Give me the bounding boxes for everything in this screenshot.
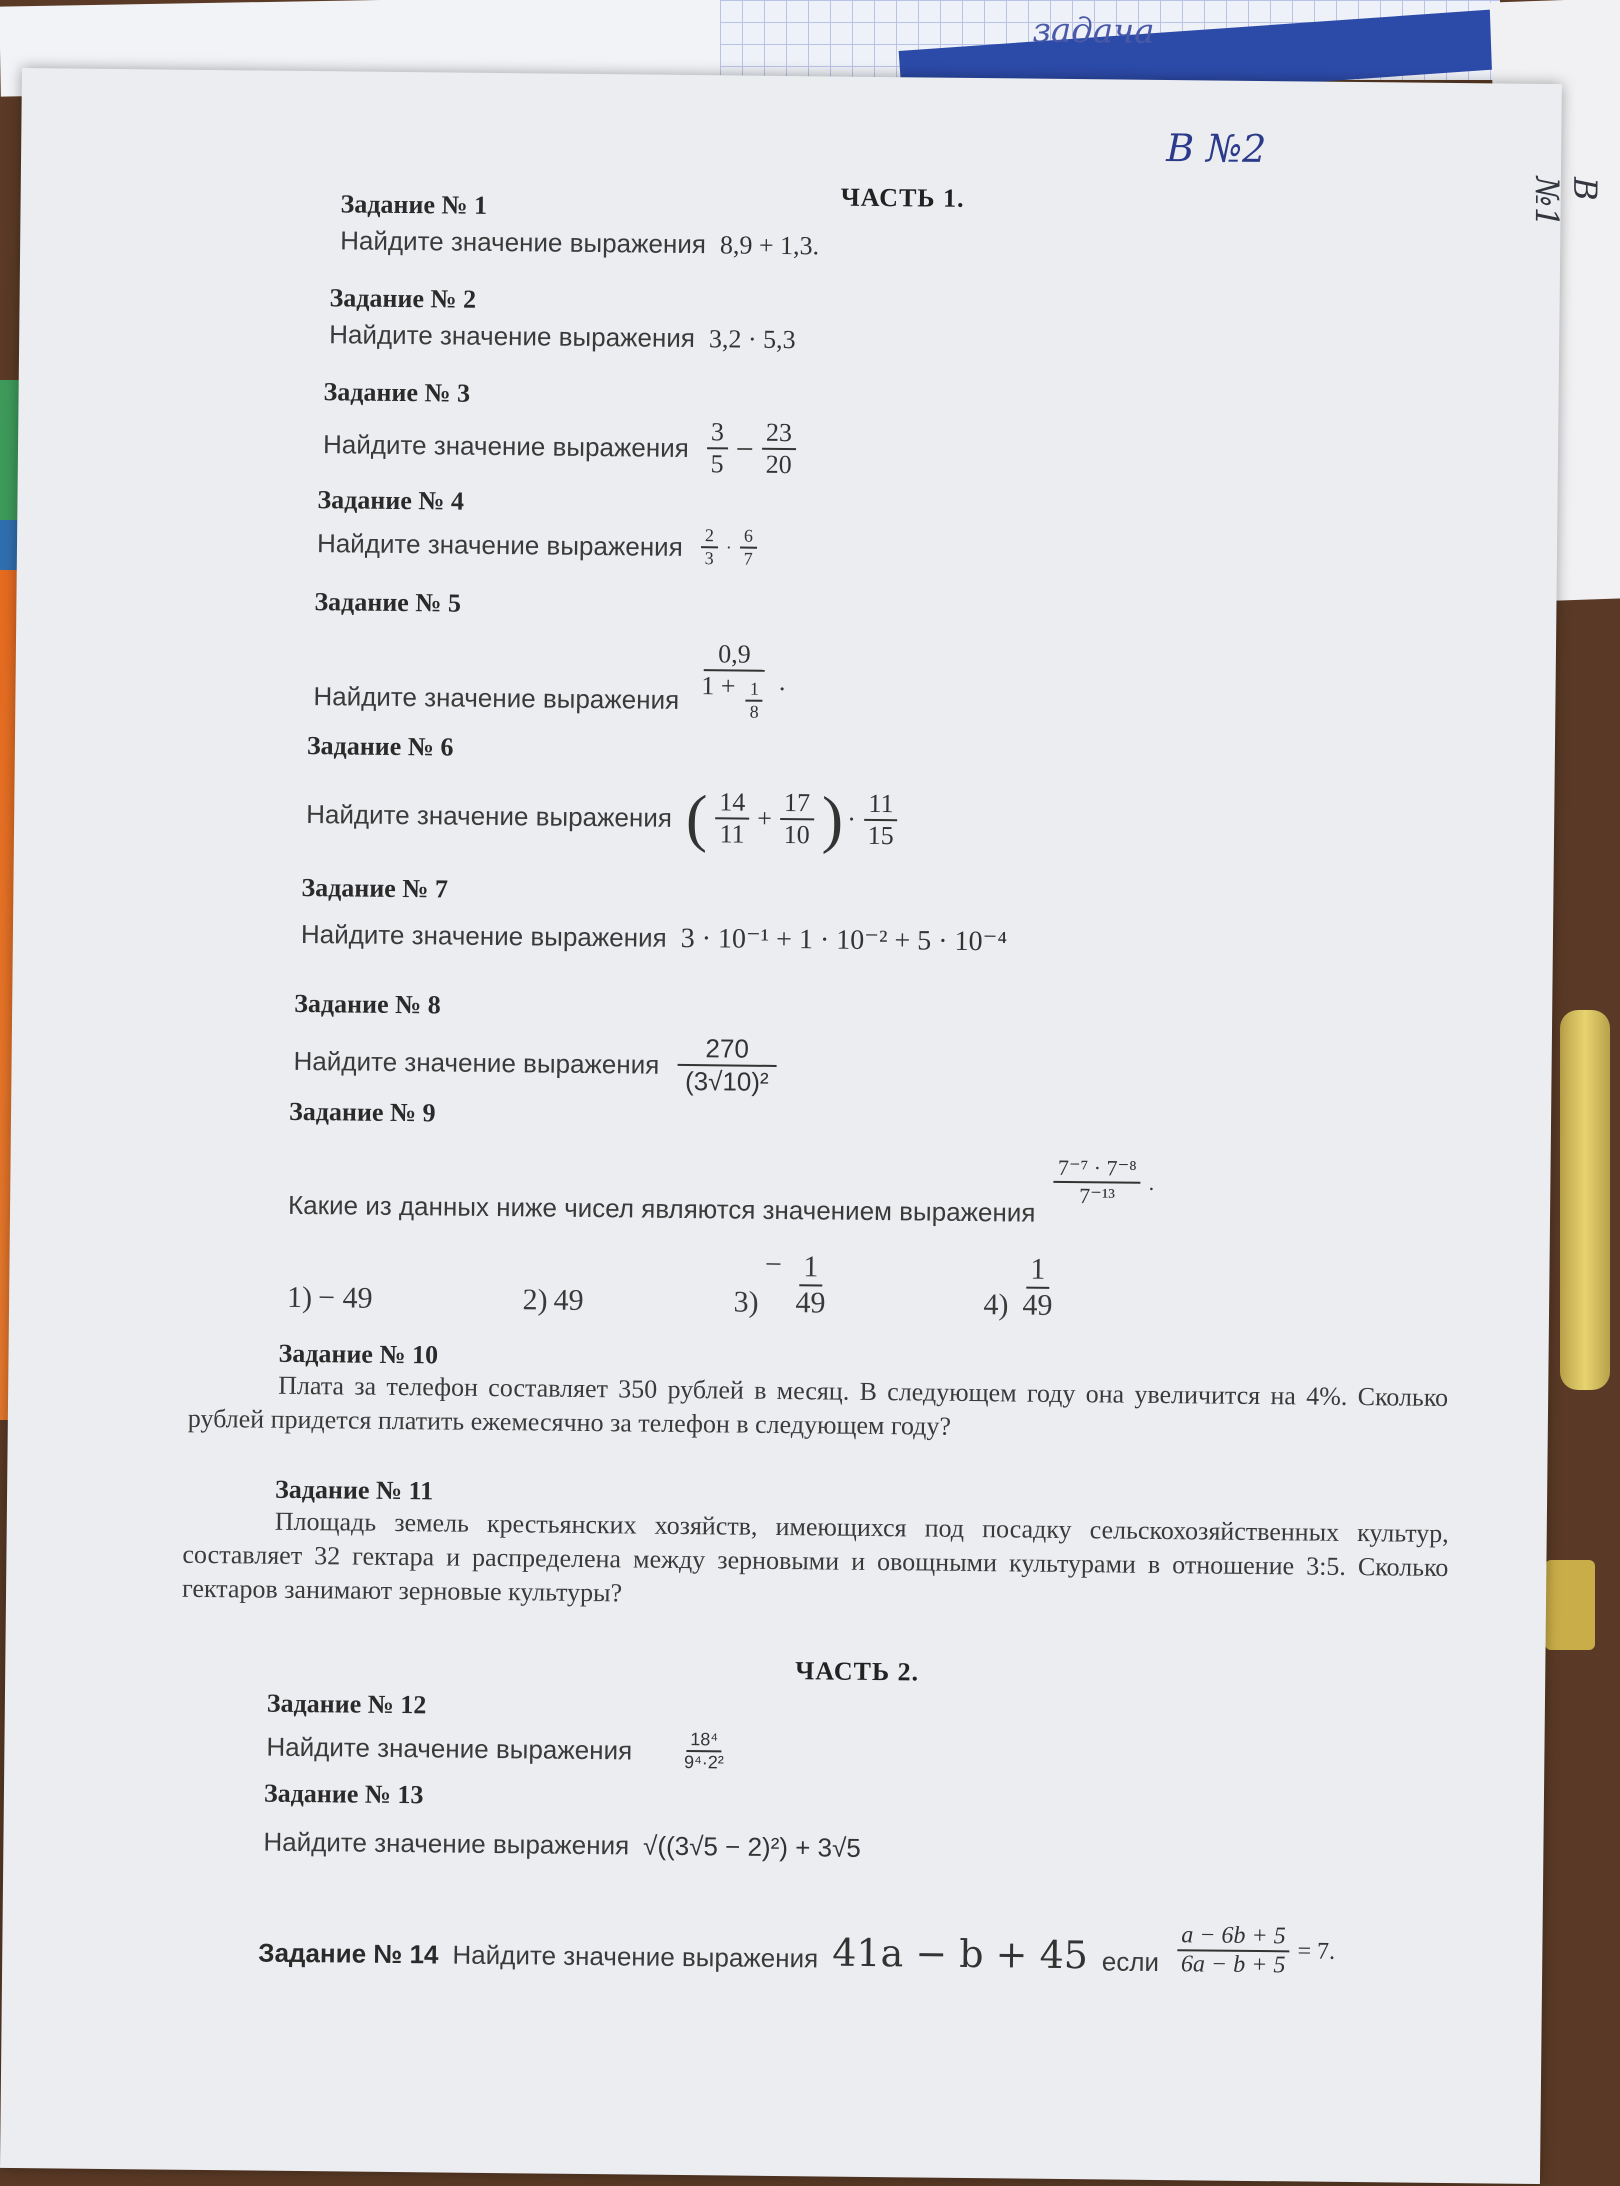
task-8 — [293, 989, 1620, 1108]
prompt-text: Найдите значение выражения — [329, 319, 696, 354]
task-text — [329, 319, 1620, 365]
denominator: 11 — [719, 819, 745, 849]
answer-option-2 — [522, 1283, 583, 1318]
fraction — [1053, 1155, 1140, 1210]
task-text: Плата за телефон составляет 350 рублей в месяц. В следующем году она увеличится на 4%. Сколько рублей придется платить ежемесячно за телефон в следующем году? — [187, 1370, 1449, 1441]
answer-option-1 — [287, 1281, 373, 1316]
task-text — [340, 225, 1620, 271]
handwritten-side-mark: B №1 — [1527, 176, 1605, 228]
fraction-expression — [702, 417, 800, 480]
denominator: 20 — [765, 449, 792, 480]
denominator: 5 — [710, 449, 724, 479]
numerator: 23 — [762, 418, 796, 450]
prompt-text: Найдите значение выражения — [263, 1826, 630, 1861]
task-text — [306, 777, 1620, 866]
question-text: Какие из данных ниже чисел являются значением выражения — [287, 1189, 1036, 1228]
task-3 — [323, 377, 1620, 490]
expression: √((3√5 − 2)²) + 3√5 — [642, 1830, 861, 1863]
numerator: 7⁻⁷ · 7⁻⁸ — [1054, 1155, 1141, 1184]
numerator: 14 — [715, 787, 749, 819]
worksheet — [0, 10, 1605, 2184]
period: . — [1148, 1169, 1155, 1195]
option-label: 1) — [286, 1280, 313, 1315]
task-text — [313, 635, 1620, 733]
denominator: 6a − b + 5 — [1180, 1951, 1286, 1979]
fraction — [864, 789, 899, 851]
denominator — [697, 671, 771, 723]
task-title: Задание № 6 — [306, 731, 454, 762]
option-sign: − — [764, 1247, 783, 1282]
prompt-text: Найдите значение выражения — [316, 527, 683, 562]
denominator: 15 — [867, 820, 894, 851]
expression: 8,9 + 1,3. — [719, 229, 820, 260]
denominator: 10 — [783, 820, 810, 850]
part-1-title: ЧАСТЬ 1. — [840, 182, 965, 213]
numerator: 18⁴ — [686, 1729, 722, 1752]
task-text — [293, 1029, 1620, 1108]
denominator: 8 — [749, 701, 759, 722]
answer-option-4 — [983, 1252, 1061, 1323]
prompt-text: Найдите значение выражения — [266, 1731, 633, 1765]
fraction — [746, 679, 763, 723]
fraction — [1018, 1253, 1057, 1323]
task-title: Задание № 8 — [294, 988, 441, 1020]
prompt-text: Найдите значение выражения — [340, 225, 707, 260]
numerator: 17 — [780, 788, 814, 820]
numerator: 2 — [701, 525, 718, 548]
option-label: 2) — [522, 1283, 548, 1317]
task-title: Задание № 11 — [274, 1474, 434, 1506]
prompt-text: Найдите значение выражения — [300, 918, 667, 953]
denominator: 7⁻¹³ — [1079, 1183, 1116, 1209]
task-title: Задание № 5 — [314, 587, 462, 618]
numerator: 6 — [740, 526, 757, 549]
denominator: 7 — [743, 548, 753, 569]
fraction — [762, 418, 797, 480]
task-text — [266, 1725, 1620, 1784]
expression: 3,2 · 5,3 — [708, 323, 796, 354]
fraction — [697, 639, 772, 723]
fraction — [706, 417, 728, 479]
fraction-expression — [693, 639, 786, 723]
prompt-text: Найдите значение выражения — [322, 428, 689, 463]
prompt-text: Найдите значение выражения — [306, 798, 673, 833]
task-text — [258, 1913, 1620, 1984]
task-11 — [182, 1474, 1449, 1619]
numerator: 11 — [864, 789, 897, 821]
task-title: Задание № 2 — [329, 283, 477, 314]
fraction — [740, 526, 757, 570]
fraction-expression — [1173, 1922, 1336, 1980]
denominator: 49 — [1022, 1288, 1053, 1322]
denominator: (3√10)² — [684, 1065, 769, 1097]
key-tag — [1545, 1560, 1595, 1650]
fraction-expression — [697, 525, 761, 570]
option-value: − 49 — [317, 1281, 373, 1315]
task-text — [288, 1147, 1620, 1236]
task-title: Задание № 13 — [263, 1778, 424, 1810]
fraction — [715, 787, 750, 849]
task-9 — [287, 1097, 1620, 1330]
answer-options — [287, 1243, 1620, 1330]
numerator: a − 6b + 5 — [1177, 1922, 1290, 1952]
operator: · — [725, 536, 732, 557]
operator: + — [757, 803, 773, 833]
handwritten-variant: B №2 — [1165, 125, 1267, 172]
equals: = 7. — [1297, 1937, 1336, 1965]
numerator: 1 — [1026, 1253, 1049, 1289]
task-5 — [313, 587, 1620, 733]
numerator: 0,9 — [704, 639, 765, 672]
task-text — [323, 413, 1620, 490]
task-1 — [340, 189, 1620, 271]
task-7 — [301, 873, 1620, 966]
period: . — [778, 666, 786, 696]
task-title: Задание № 4 — [317, 485, 465, 516]
task-2 — [329, 283, 1620, 365]
task-title: Задание № 3 — [323, 377, 471, 408]
task-title: Задание № 9 — [288, 1096, 436, 1128]
option-label: 3) — [733, 1285, 759, 1319]
task-12 — [266, 1689, 1620, 1784]
operator: − — [735, 429, 755, 467]
expression: 41a − b + 45 — [832, 1930, 1089, 1978]
fraction — [701, 525, 718, 569]
expression: 3 · 10⁻¹ + 1 · 10⁻² + 5 · 10⁻⁴ — [680, 922, 1008, 958]
task-title: Задание № 1 — [340, 189, 488, 220]
fraction — [780, 788, 815, 850]
handwriting-top: задача — [1032, 10, 1155, 52]
operator: · — [847, 804, 857, 834]
fraction — [1177, 1922, 1290, 1979]
prompt-text: Найдите значение выражения — [313, 681, 680, 715]
left-paren: ( — [685, 781, 708, 854]
numerator: 1 — [746, 679, 763, 702]
task-title: Задание № 12 — [266, 1688, 427, 1720]
task-text: Площадь земель крестьянских хозяйств, имеющихся под посадку сельскохозяйственных культур, составляет 32 гектара и распределена между зерновыми и овощными культурами в отношение 3:5. Сколько гектаров занимают зерновые культуры? — [181, 1506, 1449, 1608]
numerator: 3 — [707, 417, 728, 449]
part-2-title: ЧАСТЬ 2. — [795, 1656, 920, 1687]
task-14 — [258, 1907, 1620, 1984]
task-text — [301, 917, 1620, 966]
denominator-text: 1 + — [701, 671, 743, 701]
fraction — [677, 1033, 777, 1098]
task-title: Задание № 14 — [258, 1937, 439, 1970]
task-text — [317, 521, 1620, 580]
answer-option-3 — [733, 1248, 834, 1321]
condition-word: если — [1101, 1946, 1160, 1978]
option-label: 4) — [983, 1288, 1009, 1322]
task-13 — [263, 1779, 1620, 1873]
denominator: 9⁴·2² — [683, 1752, 724, 1773]
option-value: 49 — [553, 1283, 584, 1317]
task-title: Задание № 7 — [301, 872, 449, 904]
fraction — [791, 1250, 830, 1320]
task-6 — [306, 731, 1620, 866]
fraction — [680, 1729, 728, 1773]
fraction-expression — [1049, 1155, 1154, 1210]
fraction-expression — [686, 781, 903, 857]
prompt-text: Найдите значение выражения — [293, 1045, 660, 1080]
task-text — [263, 1827, 1620, 1873]
numerator: 270 — [677, 1033, 777, 1067]
numerator: 1 — [799, 1250, 822, 1286]
prompt-text: Найдите значение выражения — [452, 1939, 819, 1974]
task-title: Задание № 10 — [278, 1338, 439, 1370]
right-paren: ) — [821, 783, 844, 855]
fraction-expression — [673, 1033, 781, 1098]
task-10 — [188, 1338, 1449, 1449]
denominator: 49 — [795, 1286, 826, 1320]
denominator: 3 — [704, 548, 714, 569]
fraction-expression — [676, 1729, 732, 1774]
task-4 — [317, 485, 1620, 580]
